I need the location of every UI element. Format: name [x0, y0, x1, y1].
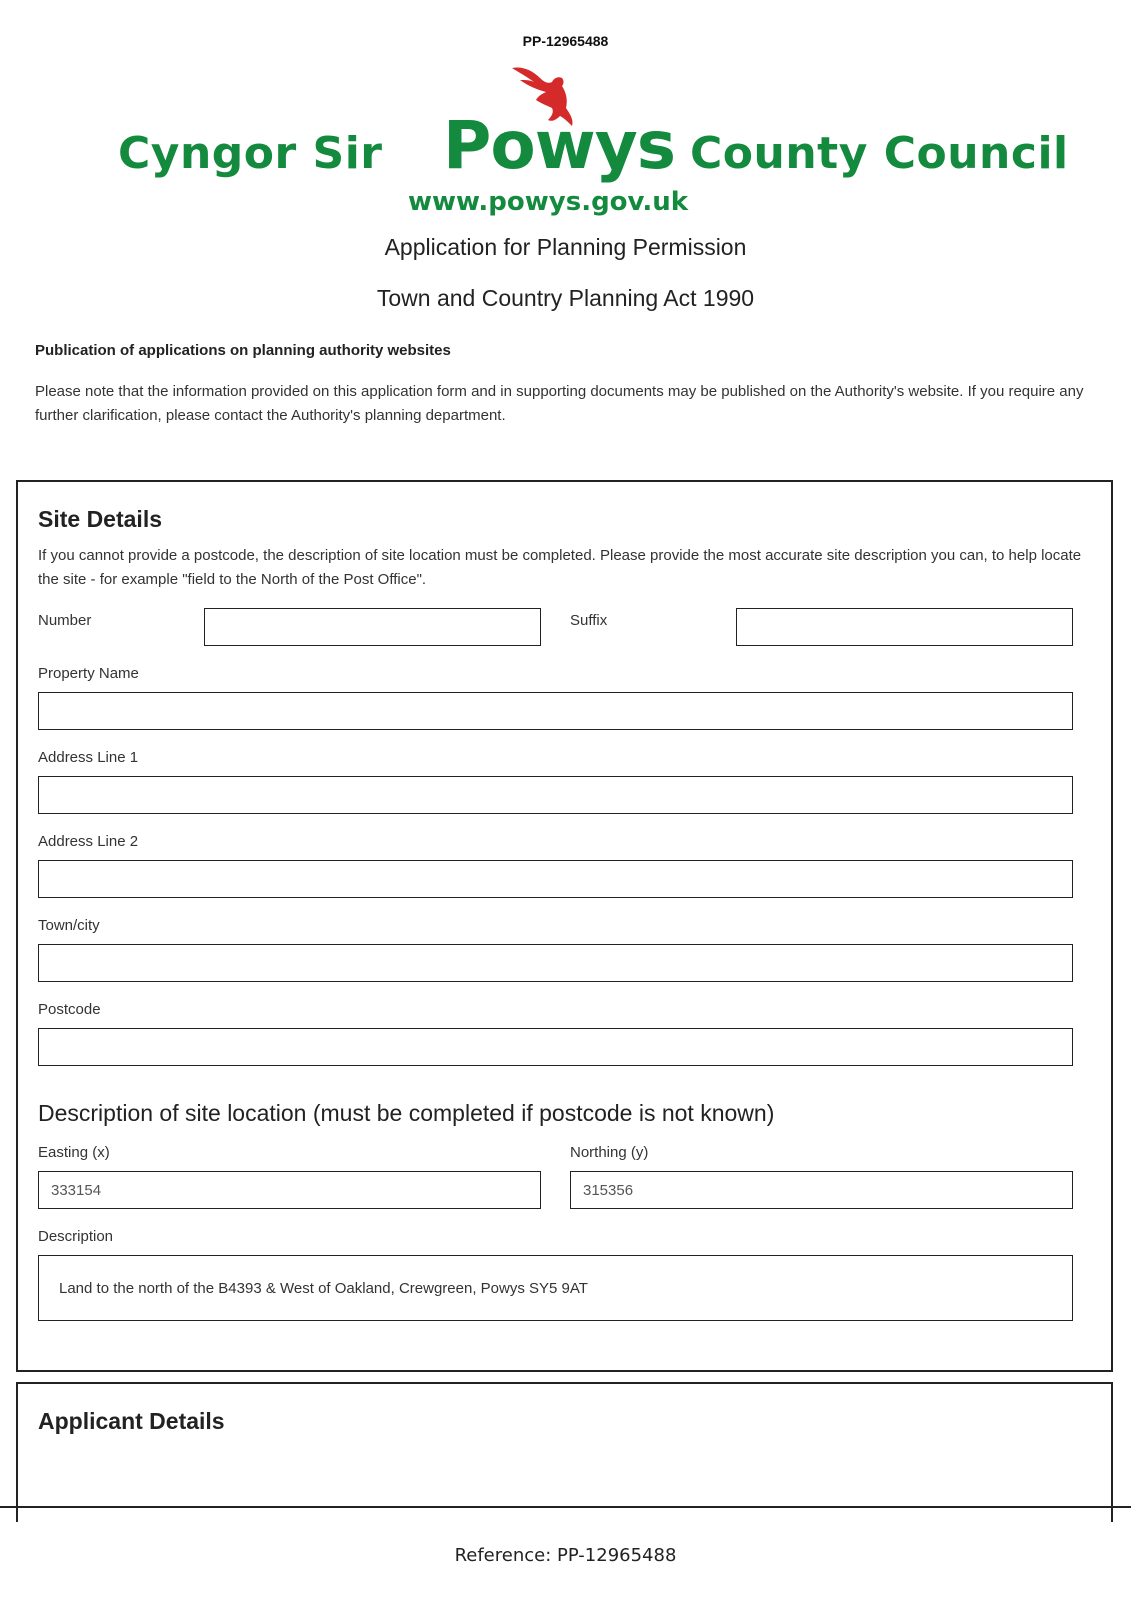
postcode-field[interactable] — [38, 1028, 1073, 1066]
page-footer-divider — [0, 1506, 1131, 1508]
property-name-field[interactable] — [38, 692, 1073, 730]
address-line-1-field[interactable] — [38, 776, 1073, 814]
site-details-intro: If you cannot provide a postcode, the description of site location must be completed. Please provide the most accurate site description you can, to help locate the site - for example "field to the North of the Post Office". — [38, 547, 1082, 588]
site-location-heading: Description of site location (must be completed if postcode is not known) — [38, 1100, 775, 1126]
logo-english-text: County Council — [690, 128, 1069, 179]
applicant-details-title: Applicant Details — [38, 1408, 225, 1434]
logo-website: www.powys.gov.uk — [408, 187, 689, 217]
document-subtitle: Town and Country Planning Act 1990 — [376, 285, 755, 311]
town-field[interactable] — [38, 944, 1073, 982]
easting-label: Easting (x) — [38, 1144, 110, 1161]
address-line-2-field[interactable] — [38, 860, 1073, 898]
northing-label: Northing (y) — [570, 1144, 649, 1161]
site-details-title: Site Details — [38, 506, 162, 532]
number-field[interactable] — [204, 608, 541, 646]
logo-welsh-text: Cyngor Sir — [118, 128, 383, 179]
site-details-section — [16, 480, 1113, 1372]
town-label: Town/city — [38, 917, 100, 934]
address-line-2-label: Address Line 2 — [38, 833, 139, 850]
description-label: Description — [38, 1228, 114, 1245]
footer-reference: Reference: PP-12965488 — [454, 1545, 677, 1566]
top-reference: PP-12965488 — [522, 33, 609, 49]
postcode-label: Postcode — [38, 1001, 101, 1018]
council-logo — [0, 60, 1131, 225]
property-name-label: Property Name — [38, 665, 139, 682]
description-field[interactable]: Land to the north of the B4393 & West of Oakland, Crewgreen, Powys SY5 9AT — [38, 1255, 1073, 1321]
address-line-1-label: Address Line 1 — [38, 749, 139, 766]
suffix-field[interactable] — [736, 608, 1073, 646]
easting-field[interactable]: 333154 — [38, 1171, 541, 1209]
document-title: Application for Planning Permission — [384, 234, 747, 260]
number-label: Number — [38, 612, 92, 629]
applicant-details-section — [16, 1382, 1113, 1522]
publication-notice: Please note that the information provided on this application form and in supporting documents may be published on the Authority's website. If you require any further clarification, please contact the Authority's planning department. — [35, 383, 1084, 424]
northing-field[interactable]: 315356 — [570, 1171, 1073, 1209]
suffix-label: Suffix — [570, 612, 608, 629]
publication-heading: Publication of applications on planning authority websites — [35, 342, 451, 359]
logo-powys-text: Powys — [443, 107, 675, 184]
